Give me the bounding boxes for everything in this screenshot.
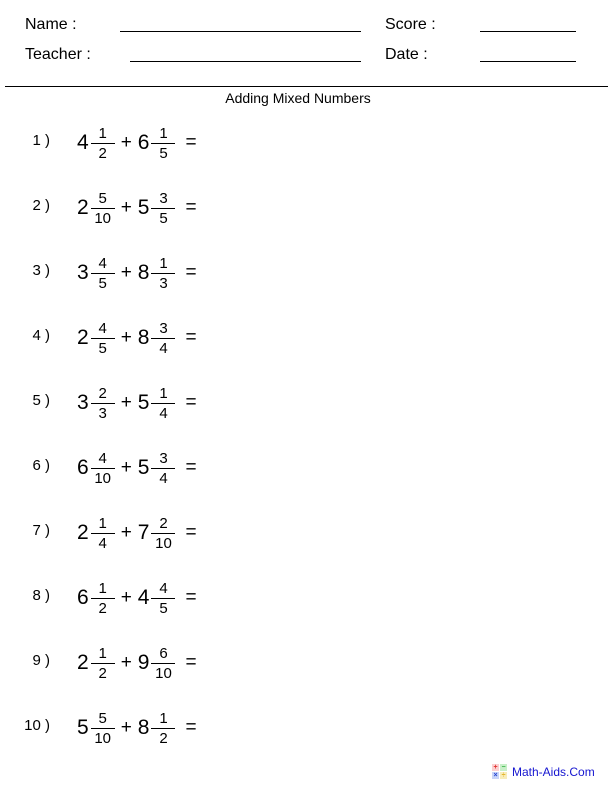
problem-item — [0, 183, 300, 233]
fraction-bar — [151, 208, 175, 209]
fraction-bar — [91, 728, 115, 729]
first-whole-number: 6 — [77, 586, 89, 609]
second-whole-number: 6 — [137, 131, 150, 154]
equals-sign: = — [185, 457, 197, 478]
fraction-bar — [151, 598, 175, 599]
first-fraction — [91, 450, 115, 487]
second-whole-number: 4 — [137, 586, 150, 609]
first-denominator: 5 — [98, 274, 107, 292]
plus-operator: + — [120, 132, 132, 153]
fraction-bar — [91, 598, 115, 599]
fraction-bar — [151, 143, 175, 144]
score-field-line[interactable] — [480, 31, 576, 32]
logo-divide-icon: ÷ — [501, 772, 506, 779]
first-numerator: 4 — [98, 254, 107, 272]
second-fraction — [151, 645, 175, 682]
problem-number: 10 ) — [24, 717, 50, 734]
plus-operator: + — [120, 327, 132, 348]
problem-expression — [77, 248, 197, 298]
equals-sign: = — [185, 327, 197, 348]
second-fraction — [151, 320, 175, 357]
second-denominator: 5 — [159, 144, 168, 162]
second-denominator: 3 — [159, 274, 168, 292]
problem-number: 3 ) — [32, 262, 50, 279]
first-whole-number: 3 — [77, 391, 89, 414]
equals-sign: = — [185, 522, 197, 543]
problem-item — [0, 638, 300, 688]
fraction-bar — [91, 338, 115, 339]
equals-sign: = — [185, 587, 197, 608]
fraction-bar — [91, 468, 115, 469]
plus-operator: + — [120, 197, 132, 218]
problem-number: 4 ) — [32, 327, 50, 344]
first-fraction — [91, 320, 115, 357]
name-label: Name : — [25, 16, 77, 33]
first-whole-number: 6 — [77, 456, 89, 479]
first-numerator: 1 — [98, 579, 107, 597]
plus-operator: + — [120, 457, 132, 478]
second-numerator: 1 — [159, 254, 168, 272]
second-denominator: 5 — [159, 599, 168, 617]
second-denominator: 5 — [159, 209, 168, 227]
second-whole-number: 7 — [137, 521, 150, 544]
equals-sign: = — [185, 262, 197, 283]
logo-plus-icon: + — [493, 764, 498, 771]
fraction-bar — [151, 403, 175, 404]
fraction-bar — [91, 208, 115, 209]
plus-operator: + — [120, 262, 132, 283]
second-numerator: 3 — [159, 449, 168, 467]
equals-sign: = — [185, 132, 197, 153]
logo-minus-icon: − — [501, 764, 506, 771]
second-whole-number: 8 — [137, 261, 150, 284]
equals-sign: = — [185, 197, 197, 218]
problem-expression — [77, 638, 197, 688]
second-fraction — [151, 255, 175, 292]
first-fraction — [91, 515, 115, 552]
second-denominator: 2 — [159, 729, 168, 747]
fraction-bar — [91, 533, 115, 534]
fraction-bar — [151, 533, 175, 534]
second-numerator: 3 — [159, 189, 168, 207]
problem-expression — [77, 508, 197, 558]
first-denominator: 10 — [94, 729, 112, 747]
second-numerator: 1 — [159, 384, 168, 402]
second-denominator: 4 — [159, 404, 168, 422]
second-fraction — [151, 450, 175, 487]
problem-number: 1 ) — [32, 132, 50, 149]
second-fraction — [151, 125, 175, 162]
first-numerator: 5 — [98, 189, 107, 207]
fraction-bar — [91, 403, 115, 404]
problem-expression — [77, 378, 197, 428]
fraction-bar — [151, 663, 175, 664]
plus-operator: + — [120, 392, 132, 413]
plus-operator: + — [120, 587, 132, 608]
second-fraction — [151, 190, 175, 227]
problem-expression — [77, 313, 197, 363]
header-divider — [5, 86, 608, 87]
problem-item — [0, 378, 300, 428]
fraction-bar — [91, 273, 115, 274]
problem-item — [0, 248, 300, 298]
first-denominator: 10 — [94, 469, 112, 487]
first-denominator: 2 — [98, 664, 107, 682]
teacher-field-line[interactable] — [130, 61, 361, 62]
footer-brand — [492, 764, 595, 779]
first-denominator: 5 — [98, 339, 107, 357]
first-denominator: 2 — [98, 144, 107, 162]
equals-sign: = — [185, 652, 197, 673]
first-fraction — [91, 255, 115, 292]
fraction-bar — [151, 728, 175, 729]
problem-item — [0, 313, 300, 363]
problem-expression — [77, 573, 197, 623]
equals-sign: = — [185, 717, 197, 738]
second-numerator: 3 — [159, 319, 168, 337]
worksheet-title: Adding Mixed Numbers — [225, 90, 371, 106]
problem-number: 2 ) — [32, 197, 50, 214]
second-fraction — [151, 385, 175, 422]
logo-times-icon: × — [493, 772, 498, 779]
problem-number: 9 ) — [32, 652, 50, 669]
first-fraction — [91, 645, 115, 682]
problem-expression — [77, 443, 197, 493]
first-whole-number: 4 — [77, 131, 89, 154]
first-numerator: 1 — [98, 124, 107, 142]
first-numerator: 4 — [98, 449, 107, 467]
second-numerator: 1 — [159, 124, 168, 142]
second-numerator: 2 — [159, 514, 168, 532]
name-field-line[interactable] — [120, 31, 361, 32]
problem-expression — [77, 118, 197, 168]
first-whole-number: 3 — [77, 261, 89, 284]
second-whole-number: 8 — [137, 716, 150, 739]
second-fraction — [151, 580, 175, 617]
second-numerator: 1 — [159, 709, 168, 727]
second-denominator: 10 — [155, 534, 172, 552]
first-fraction — [91, 385, 115, 422]
date-label: Date : — [385, 46, 428, 63]
second-whole-number: 8 — [137, 326, 150, 349]
second-denominator: 10 — [155, 664, 172, 682]
second-whole-number: 9 — [137, 651, 150, 674]
date-field-line[interactable] — [480, 61, 576, 62]
fraction-bar — [151, 338, 175, 339]
first-numerator: 5 — [98, 709, 107, 727]
problem-number: 5 ) — [32, 392, 50, 409]
fraction-bar — [151, 468, 175, 469]
first-whole-number: 2 — [77, 521, 89, 544]
second-whole-number: 5 — [137, 391, 150, 414]
plus-operator: + — [120, 652, 132, 673]
score-label: Score : — [385, 16, 436, 33]
second-whole-number: 5 — [137, 456, 150, 479]
first-denominator: 2 — [98, 599, 107, 617]
first-whole-number: 2 — [77, 651, 89, 674]
fraction-bar — [91, 663, 115, 664]
second-fraction — [151, 710, 175, 747]
math-aids-logo-icon — [492, 764, 507, 779]
fraction-bar — [91, 143, 115, 144]
problem-number: 8 ) — [32, 587, 50, 604]
problem-item — [0, 443, 300, 493]
problem-item — [0, 508, 300, 558]
problem-item — [0, 703, 300, 753]
first-whole-number: 2 — [77, 196, 89, 219]
teacher-label: Teacher : — [25, 46, 91, 63]
second-denominator: 4 — [159, 469, 168, 487]
problem-expression — [77, 183, 197, 233]
first-numerator: 2 — [98, 384, 107, 402]
problem-number: 7 ) — [32, 522, 50, 539]
problem-expression — [77, 703, 197, 753]
first-fraction — [91, 710, 115, 747]
brand-name: Math-Aids.Com — [512, 764, 595, 779]
problem-item — [0, 118, 300, 168]
first-fraction — [91, 190, 115, 227]
second-numerator: 6 — [159, 644, 168, 662]
second-numerator: 4 — [159, 579, 168, 597]
first-denominator: 10 — [94, 209, 112, 227]
problem-item — [0, 573, 300, 623]
first-denominator: 4 — [98, 534, 107, 552]
second-fraction — [151, 515, 175, 552]
problem-number: 6 ) — [32, 457, 50, 474]
first-whole-number: 2 — [77, 326, 89, 349]
first-fraction — [91, 125, 115, 162]
fraction-bar — [151, 273, 175, 274]
first-numerator: 1 — [98, 514, 107, 532]
second-denominator: 4 — [159, 339, 168, 357]
second-whole-number: 5 — [137, 196, 150, 219]
first-denominator: 3 — [98, 404, 107, 422]
first-numerator: 1 — [98, 644, 107, 662]
first-numerator: 4 — [98, 319, 107, 337]
plus-operator: + — [120, 522, 132, 543]
first-whole-number: 5 — [77, 716, 89, 739]
equals-sign: = — [185, 392, 197, 413]
plus-operator: + — [120, 717, 132, 738]
first-fraction — [91, 580, 115, 617]
